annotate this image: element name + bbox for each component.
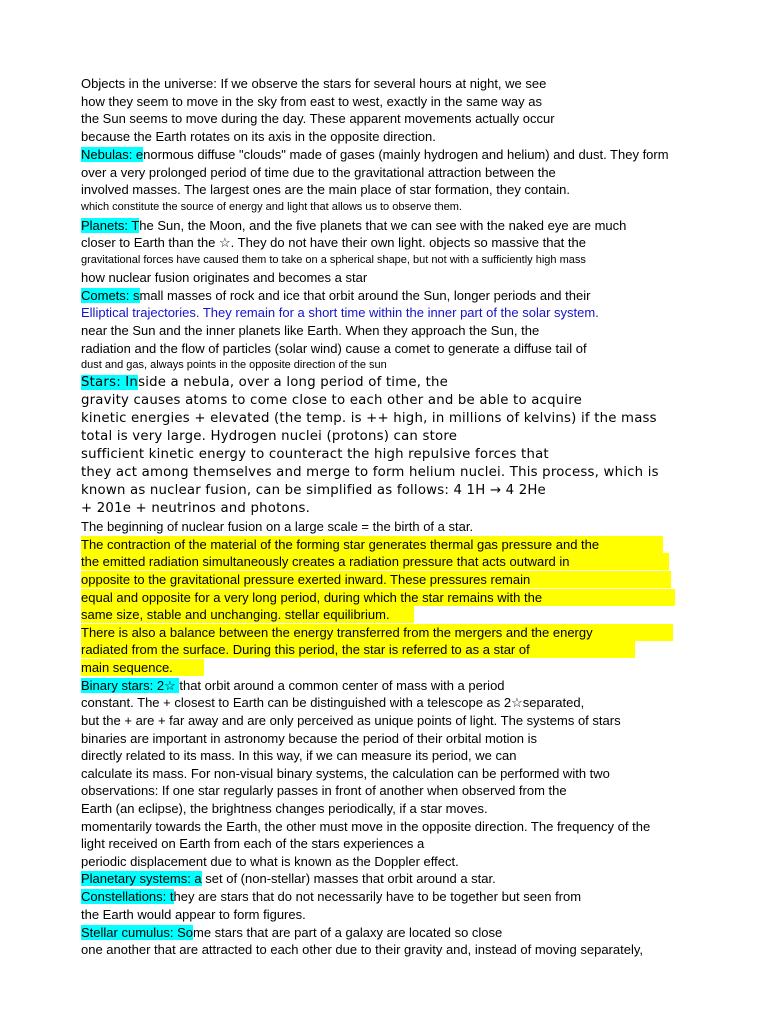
text-line: dust and gas, always points in the opposite direction of the sun (81, 359, 387, 371)
text-line (81, 606, 414, 623)
yellow-highlight: equal and opposite for a very long period, during which the star remains with the (81, 589, 675, 606)
text-line: calculate its mass. For non-visual binary systems, the calculation can be performed with two (81, 766, 610, 781)
text-line: the Sun seems to move during the day. These apparent movements actually occur (81, 111, 555, 126)
text-line: total is very large. Hydrogen nuclei (protons) can store (81, 429, 458, 444)
text-line (81, 571, 671, 588)
text-line: Nebulas: enormous diffuse "clouds" made of gases (mainly hydrogen and helium) and dust. They form (81, 147, 669, 162)
term-highlight: Stellar cumulus: So (81, 925, 193, 940)
text-line: they act among themselves and merge to form helium nuclei. This process, which is (81, 465, 659, 480)
text-line: Stellar cumulus: Some stars that are part of a galaxy are located so close (81, 925, 503, 940)
text-line: one another that are attracted to each other due to their gravity and, instead of moving separately, (81, 942, 643, 957)
text-line: sufficient kinetic energy to counteract the high repulsive forces that (81, 447, 549, 462)
text-line: + 201e + neutrinos and photons. (81, 501, 311, 516)
text-line: Binary stars: 2☆ that orbit around a common center of mass with a period (81, 678, 505, 693)
yellow-highlight: main sequence. (81, 659, 204, 676)
text-line: Objects in the universe: If we observe the stars for several hours at night, we see (81, 76, 547, 91)
term-highlight: Binary stars: 2☆ (81, 678, 180, 693)
text-line: radiation and the flow of particles (solar wind) cause a comet to generate a diffuse tail of (81, 341, 587, 356)
text-line: directly related to its mass. In this way, if we can measure its period, we can (81, 748, 517, 763)
text-line: how nuclear fusion originates and becomes a star (81, 270, 368, 285)
text-line: but the + are + far away and are only perceived as unique points of light. The systems of stars (81, 713, 621, 728)
text-line: because the Earth rotates on its axis in the opposite direction. (81, 129, 436, 144)
text-line: over a very prolonged period of time due to the gravitational attraction between the (81, 165, 556, 180)
yellow-highlight: radiated from the surface. During this period, the star is referred to as a star of (81, 641, 635, 658)
text-line: gravitational forces have caused them to take on a spherical shape, but not with a sufficiently high mass (81, 254, 586, 266)
text-line: the Earth would appear to form figures. (81, 907, 306, 922)
text-line: observations: If one star regularly passes in front of another when observed from the (81, 783, 567, 798)
text-line (81, 589, 675, 606)
yellow-highlight: same size, stable and unchanging. stellar equilibrium. (81, 606, 414, 623)
text-line: periodic displacement due to what is known as the Doppler effect. (81, 854, 459, 869)
text-line: near the Sun and the inner planets like Earth. When they approach the Sun, the (81, 323, 540, 338)
term-highlight: Planets: T (81, 218, 140, 233)
text-line: involved masses. The largest ones are the main place of star formation, they contain. (81, 182, 570, 197)
text-line: Stars: Inside a nebula, over a long period of time, the (81, 375, 449, 390)
text-line (81, 641, 635, 658)
text-line: momentarily towards the Earth, the other must move in the opposite direction. The frequency of the (81, 819, 651, 834)
yellow-highlight: The contraction of the material of the forming star generates thermal gas pressure and the (81, 536, 663, 553)
text-line: how they seem to move in the sky from east to west, exactly in the same way as (81, 94, 542, 109)
yellow-highlight: opposite to the gravitational pressure exerted inward. These pressures remain (81, 571, 671, 588)
text-line: Elliptical trajectories. They remain for a short time within the inner part of the solar system. (81, 305, 599, 320)
term-highlight: Nebulas: e (81, 147, 144, 162)
text-line: The beginning of nuclear fusion on a large scale = the birth of a star. (81, 519, 474, 534)
text-line: Earth (an eclipse), the brightness changes periodically, if a star moves. (81, 801, 488, 816)
term-highlight: Planetary systems: a (81, 871, 202, 886)
yellow-highlight: the emitted radiation simultaneously creates a radiation pressure that acts outward in (81, 553, 669, 570)
term-highlight: Stars: In (81, 375, 139, 390)
text-line (81, 553, 669, 570)
text-line (81, 536, 663, 553)
yellow-highlight: There is also a balance between the energy transferred from the mergers and the energy (81, 624, 673, 641)
text-line: Comets: small masses of rock and ice that orbit around the Sun, longer periods and their (81, 288, 591, 303)
term-highlight: Constellations: t (81, 889, 174, 904)
text-line (81, 624, 673, 641)
text-line: kinetic energies + elevated (the temp. is ++ high, in millions of kelvins) if the mass (81, 411, 657, 426)
term-highlight: Comets: s (81, 288, 140, 303)
text-line: Constellations: they are stars that do not necessarily have to be together but seen from (81, 889, 582, 904)
text-line: constant. The + closest to Earth can be distinguished with a telescope as 2☆separated, (81, 695, 585, 710)
text-line (81, 659, 204, 676)
text-line: light received on Earth from each of the stars experiences a (81, 836, 425, 851)
text-line: Planetary systems: a set of (non-stellar) masses that orbit around a star. (81, 871, 496, 886)
text-line: closer to Earth than the ☆. They do not have their own light. objects so massive that the (81, 235, 586, 250)
text-line: Planets: The Sun, the Moon, and the five planets that we can see with the naked eye are much (81, 218, 627, 233)
text-line: binaries are important in astronomy because the period of their orbital motion is (81, 731, 537, 746)
text-line: which constitute the source of energy and light that allows us to observe them. (81, 201, 462, 213)
text-line: gravity causes atoms to come close to each other and be able to acquire (81, 393, 582, 408)
text-line: known as nuclear fusion, can be simplified as follows: 4 1H → 4 2He (81, 483, 546, 498)
